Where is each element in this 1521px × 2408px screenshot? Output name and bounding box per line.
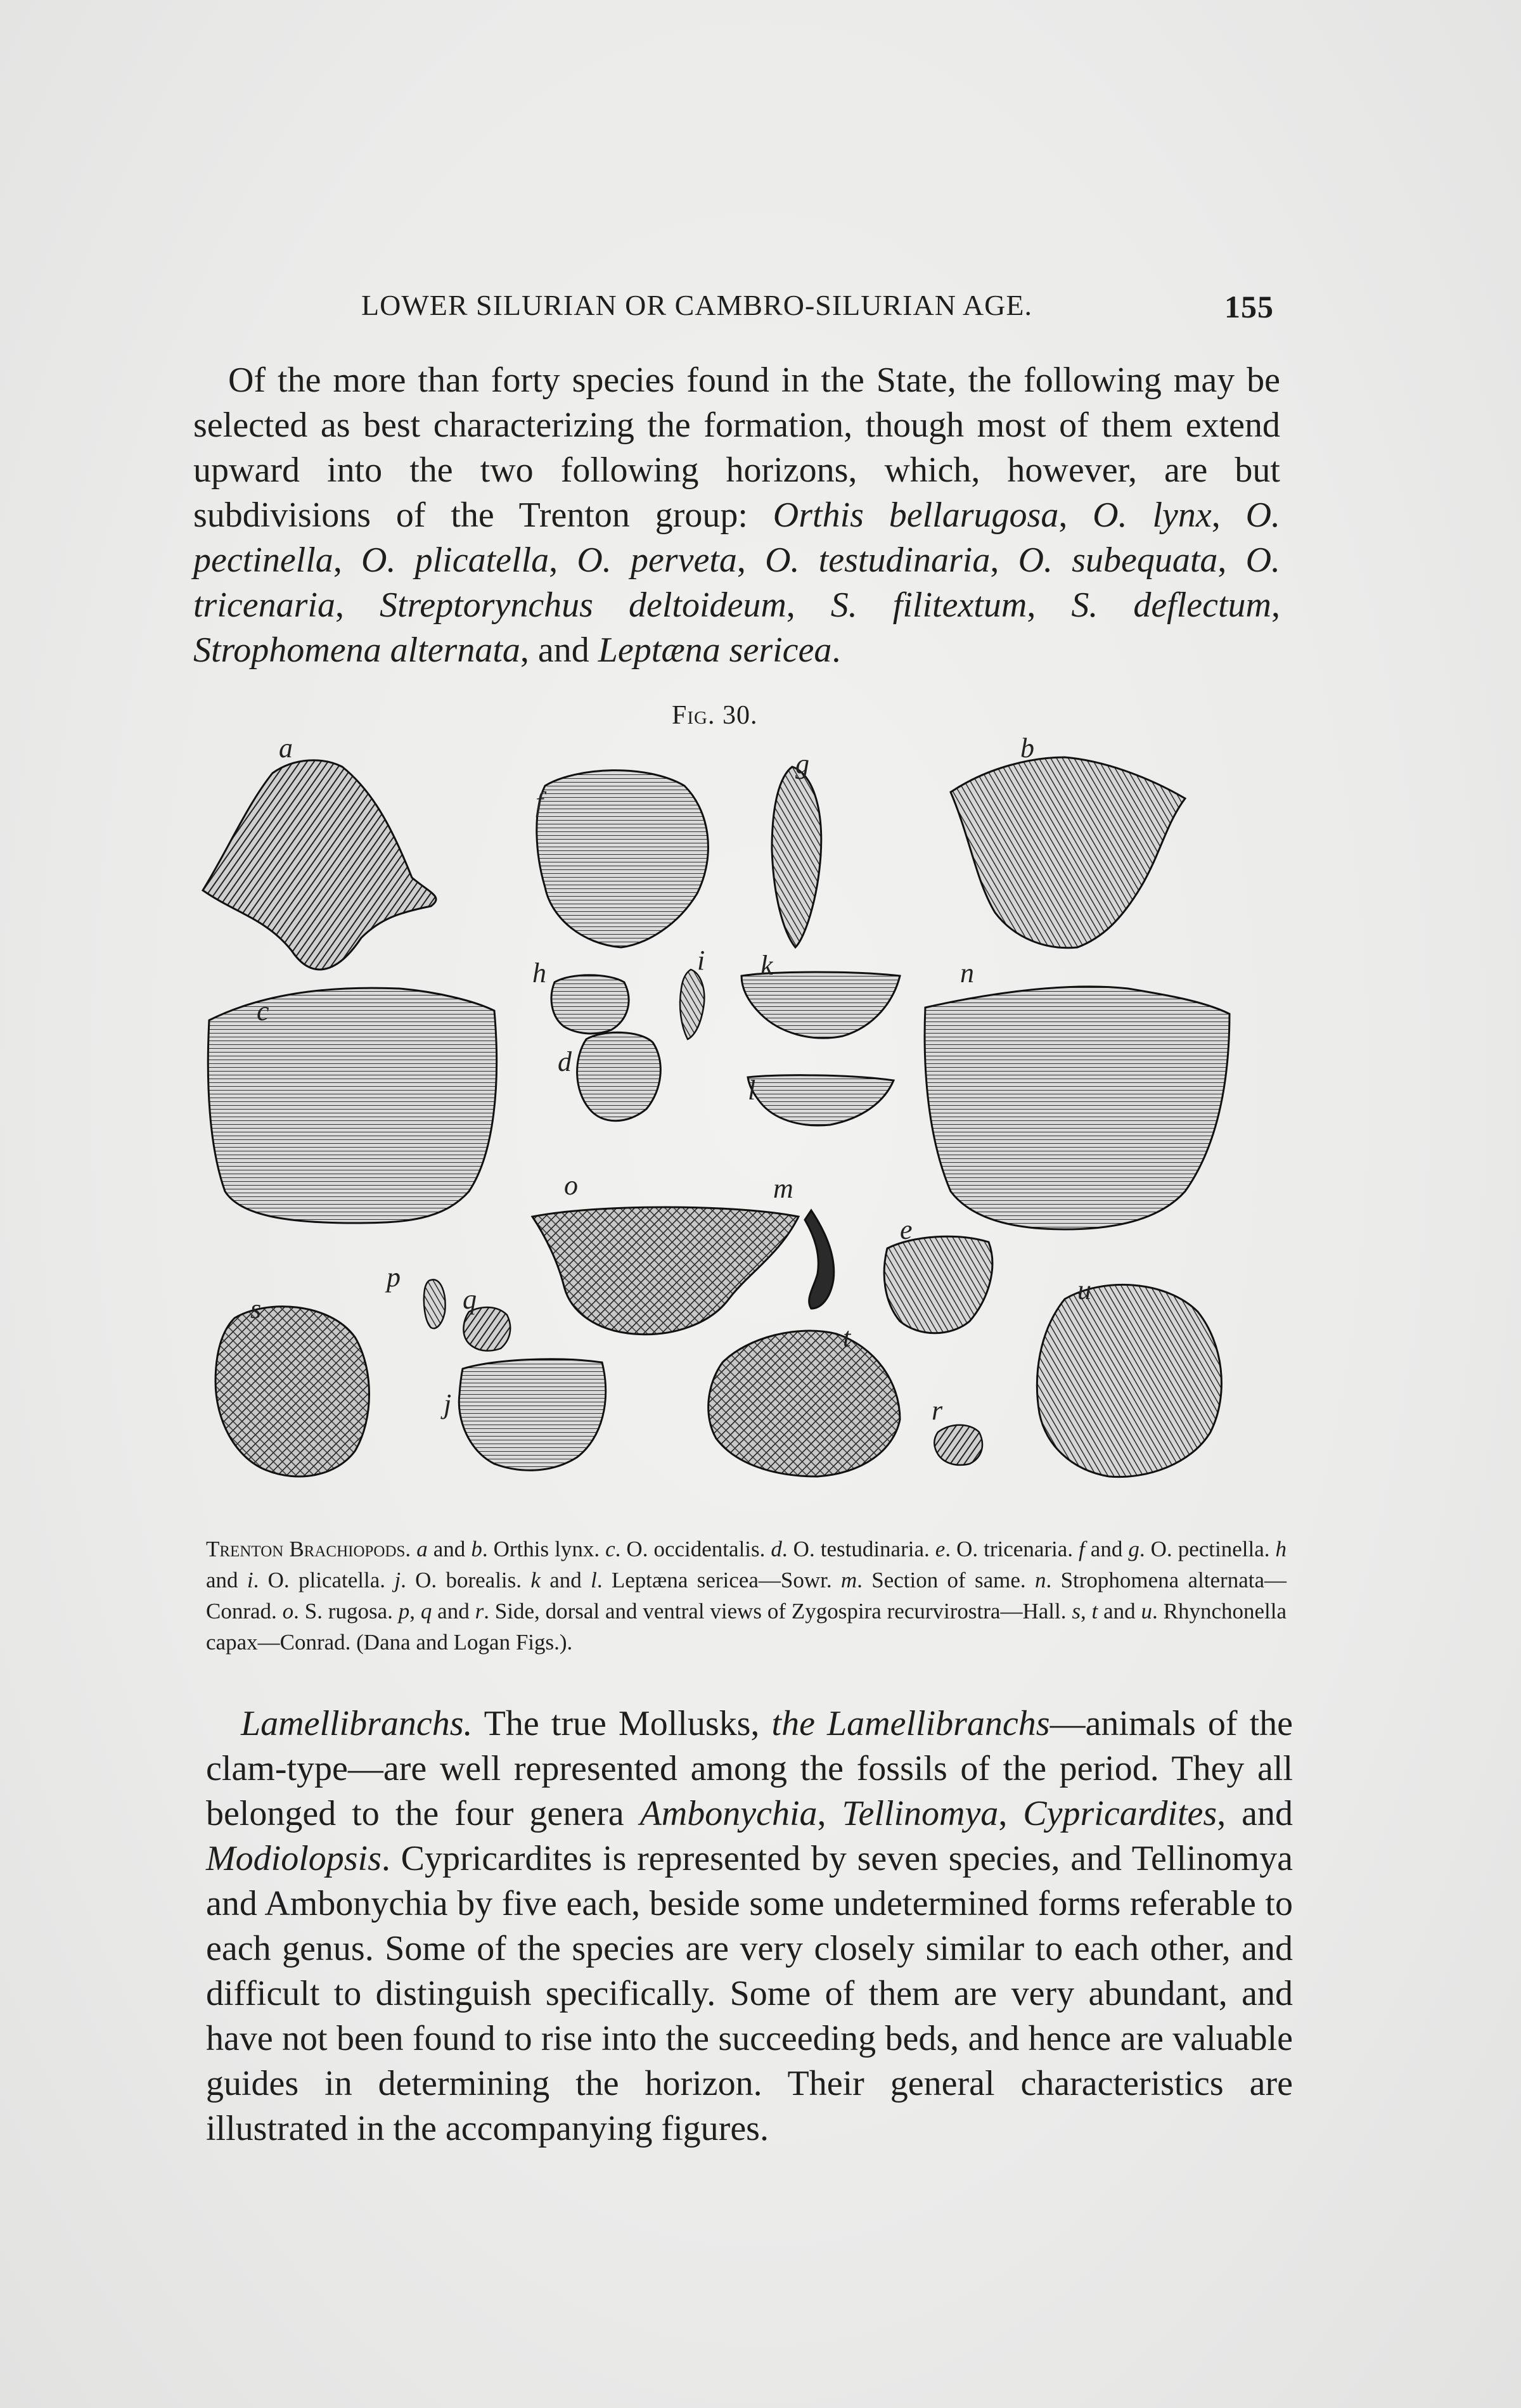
text-run: , [549, 541, 577, 580]
text-run: , [1211, 496, 1246, 535]
figure-letter-l: l [748, 1075, 756, 1106]
shell-s [215, 1307, 369, 1476]
brachiopod-engraving [190, 729, 1299, 1515]
text-run: Strophomena alternata [193, 631, 520, 670]
text-run: c [605, 1537, 615, 1561]
shell-n [925, 987, 1229, 1229]
figure-letter-m: m [773, 1173, 793, 1204]
text-run: . Cypricardites is represented by seven species, and Tellinomya and Ambonychia by five each, beside some undetermined forms referable to each genus. Some of the species are very closely similar to each other, and difficult to distinguish specifically. Some of them are very abundant, and have not been found to rise into the succeeding beds, and hence are valuable guides in determining the horizon. Their general characteristics are illustrated in the accompanying figures. [206, 1839, 1293, 2148]
text-run: . O. pectinella. [1139, 1537, 1276, 1561]
text-run: O. plicatella [361, 541, 549, 580]
text-run: and [427, 1537, 472, 1561]
text-run: Tellinomya [842, 1794, 999, 1833]
page-header [196, 288, 1274, 326]
text-run: The true Mollusks, [472, 1704, 772, 1743]
figure-letter-d: d [558, 1046, 572, 1077]
text-run: Streptorynchus deltoideum [379, 586, 786, 625]
shell-a [203, 760, 436, 970]
text-run: Leptæna sericea [598, 631, 832, 670]
text-run: Lamellibranchs. [241, 1704, 473, 1743]
page-number: 155 [1224, 289, 1274, 324]
text-run: b [471, 1537, 482, 1561]
text-run: S. filitextum [830, 586, 1027, 625]
text-run: and [540, 1568, 591, 1592]
shell-u [1037, 1284, 1221, 1476]
shell-k [741, 972, 900, 1038]
figure-letter-k: k [760, 950, 773, 981]
figure-caption [206, 1534, 1287, 1658]
paragraph-lamellibranchs [206, 1701, 1293, 2151]
figure-letter-r: r [932, 1395, 943, 1426]
figure-letter-g: g [795, 748, 809, 779]
figure-letter-s: s [250, 1293, 262, 1324]
text-run: the Lamellibranchs [771, 1704, 1050, 1743]
text-run: q [420, 1599, 432, 1623]
text-run: , and [1217, 1794, 1293, 1833]
text-run: i [247, 1568, 254, 1592]
text-run: . Strophomena alternata—Conrad. [206, 1568, 1287, 1623]
shell-m [805, 1210, 834, 1309]
text-run: . Section of same. [857, 1568, 1035, 1592]
text-run: S. deflectum [1071, 586, 1271, 625]
shell-r [934, 1425, 982, 1465]
text-run: O. perveta [577, 541, 737, 580]
figure-letter-b: b [1020, 733, 1034, 764]
figure-label: Fig. 30. [672, 701, 758, 730]
text-run: h [1275, 1537, 1287, 1561]
text-run: u [1141, 1599, 1153, 1623]
text-run: . O. occidentalis. [615, 1537, 771, 1561]
shell-p [424, 1279, 446, 1328]
text-run: and [206, 1568, 247, 1592]
text-run: , [409, 1599, 421, 1623]
shell-h [551, 975, 629, 1034]
running-head: LOWER SILURIAN OR CAMBRO-SILURIAN AGE. [361, 289, 1032, 321]
text-run: , and [520, 631, 598, 670]
text-run: , [1271, 586, 1280, 625]
shell-l [748, 1075, 894, 1125]
text-run: l [591, 1568, 597, 1592]
text-run: o [282, 1599, 294, 1623]
text-run: , [333, 541, 361, 580]
figure-letter-n: n [960, 957, 974, 989]
text-run: . Leptæna sericea—Sowr. [596, 1568, 841, 1592]
figure-letter-c: c [257, 996, 269, 1027]
figure-letter-f: f [536, 786, 544, 817]
figure-trenton-brachiopods [190, 729, 1299, 1515]
figure-letter-o: o [564, 1170, 578, 1201]
text-run: . Side, dorsal and ventral views of Zygospira recurvirostra—Hall. [484, 1599, 1072, 1623]
shell-t [709, 1331, 900, 1476]
text-run: . O. plicatella. [253, 1568, 395, 1592]
figure-letter-p: p [387, 1262, 401, 1293]
shell-d [577, 1032, 661, 1120]
text-run: , [1058, 496, 1093, 535]
figure-letter-a: a [279, 733, 293, 764]
text-run: . O. tricenaria. [945, 1537, 1079, 1561]
text-run [411, 1537, 416, 1561]
figure-letter-q: q [463, 1284, 477, 1315]
text-run: , [1217, 541, 1246, 580]
text-run: . Rhynchonella capax—Conrad. (Dana and Logan Figs.). [206, 1599, 1287, 1655]
shell-i [680, 970, 704, 1039]
text-run: , [998, 1794, 1024, 1833]
text-run: . Orthis lynx. [482, 1537, 606, 1561]
shell-c [208, 988, 496, 1223]
text-run: , [736, 541, 766, 580]
text-run: . [831, 631, 841, 670]
text-run: j [394, 1568, 401, 1592]
text-run: n [1035, 1568, 1046, 1592]
text-run: O. testudinaria [765, 541, 991, 580]
text-run: Orthis bellarugosa [773, 496, 1059, 535]
shell-g [772, 767, 821, 947]
text-run: , [1080, 1599, 1092, 1623]
figure-letter-i: i [697, 945, 705, 976]
text-run: O. pectinella [193, 496, 1281, 580]
text-run: Modiolopsis [206, 1839, 382, 1878]
shell-f [537, 771, 709, 947]
text-run: —animals of the clam-type—are well represented among the fossils of the period. They all belonged to the four genera [206, 1704, 1293, 1833]
shell-b [951, 757, 1185, 948]
text-run: , [990, 541, 1018, 580]
figure-letter-e: e [900, 1214, 913, 1245]
text-run: and [1084, 1537, 1129, 1561]
figure-letter-j: j [444, 1388, 452, 1419]
paragraph-species-list [193, 358, 1280, 673]
shell-e [884, 1236, 992, 1333]
text-run: p [398, 1599, 410, 1623]
text-run: a [416, 1537, 428, 1561]
text-run: Ambonychia [639, 1794, 818, 1833]
text-run: f [1079, 1537, 1085, 1561]
text-run: m [840, 1568, 857, 1592]
text-run: d [771, 1537, 782, 1561]
text-run: k [530, 1568, 541, 1592]
text-run: s [1072, 1599, 1081, 1623]
text-run: and [1098, 1599, 1141, 1623]
text-run: O. lynx [1093, 496, 1212, 535]
text-run: e [935, 1537, 946, 1561]
text-run: , [817, 1794, 842, 1833]
figure-letter-u: u [1077, 1274, 1091, 1305]
text-run: . S. rugosa. [293, 1599, 399, 1623]
text-run: Cypricardites [1023, 1794, 1217, 1833]
shell-j [459, 1359, 605, 1470]
text-run: Of the more than forty species found in the State, the following may be selected as best characterizing the formation, though most of them extend upward into the two following horizons, which, however, are but subdivisions of the Trenton group: [193, 361, 1280, 535]
text-run: t [1091, 1599, 1098, 1623]
text-run: and [432, 1599, 475, 1623]
text-run: r [475, 1599, 484, 1623]
figure-letter-h: h [532, 957, 546, 989]
text-run: . O. borealis. [401, 1568, 531, 1592]
figure-letter-t: t [843, 1322, 851, 1353]
text-run: , [786, 586, 831, 625]
text-run: Trenton Brachiopods. [206, 1537, 411, 1561]
text-run: O. tricenaria [193, 541, 1281, 625]
text-run: , [1027, 586, 1072, 625]
shell-o [532, 1207, 799, 1335]
text-run: O. subequata [1018, 541, 1218, 580]
text-run: . O. testudinaria. [781, 1537, 935, 1561]
text-run: , [335, 586, 380, 625]
text-run: g [1128, 1537, 1139, 1561]
